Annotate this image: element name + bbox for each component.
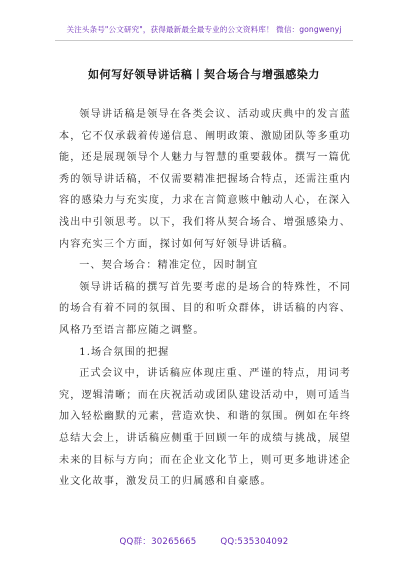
section-heading-1: 一、契合场合：精准定位，因时制宜	[79, 260, 259, 272]
footer-qq-number: QQ:535304092	[220, 537, 289, 547]
footer-contact	[0, 535, 408, 547]
footer-qq-group: QQ群：30265665	[119, 537, 197, 547]
subsection-heading-1-1: 1.场合氛围的把握	[79, 346, 170, 358]
intro-paragraph: 领导讲话稿是领导在各类会议、活动或庆典中的发言蓝本，它不仅承载着传递信息、阐明政策、激励团队等多重功能，还是展现领导个人魅力与智慧的重要载体。撰写一篇优秀的领导讲话稿，不仅需要精准把握场合特点，还需注重内容的感染力与充实度，力求在言简意赅中触动人心，在深入浅出中引领思考。以下，我们将从契合场合、增强感染力、内容充实三个方面，探讨如何写好领导讲话稿。	[59, 109, 351, 250]
document-body	[59, 104, 351, 493]
document-title: 如何写好领导讲话稿丨契合场合与增强感染力	[88, 68, 320, 81]
header-banner: 关注头条号"公文研究"，获得最新最全最专业的公文资料库！ 微信：gongwenyj	[66, 25, 342, 34]
header-divider	[55, 40, 353, 41]
subsection-1-1-paragraph: 正式会议中，讲话稿应体现庄重、严谨的特点，用词考究，逻辑清晰；而在庆祝活动或团队建设活动中，则可适当加入轻松幽默的元素，营造欢快、和谐的氛围。例如在年终总结大会上，讲话稿应侧重于回顾一年的成绩与挑战，展望未来的目标与方向；而在企业文化节上，则可更多地讲述企业文化故事，激发员工的归属感和自豪感。	[59, 368, 351, 488]
section-1-paragraph: 领导讲话稿的撰写首先要考虑的是场合的特殊性，不同的场合有着不同的氛围、目的和听众群体，讲话稿的内容、风格乃至语言都应随之调整。	[59, 281, 351, 336]
